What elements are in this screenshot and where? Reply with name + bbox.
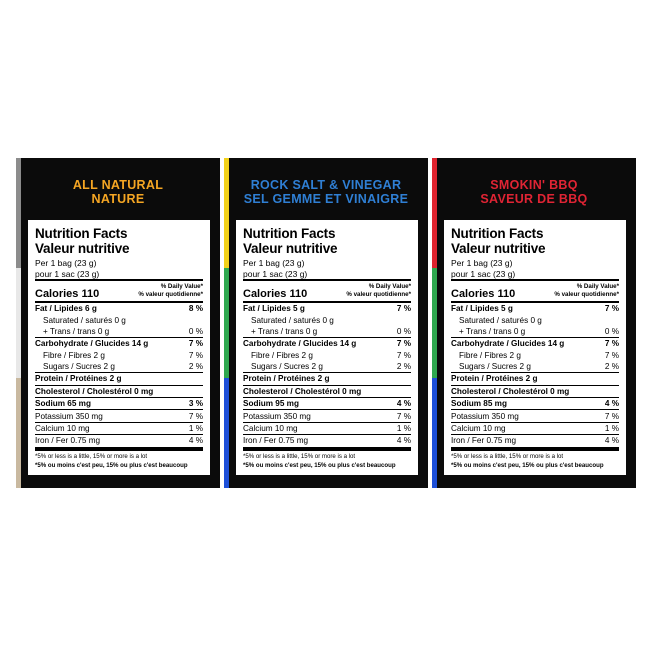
- nutrient-daily-value: 1 %: [169, 422, 203, 434]
- calories-row: [451, 281, 619, 301]
- daily-value-header-en: % Daily Value*: [160, 283, 203, 291]
- calories-label: Calories 110: [243, 287, 308, 300]
- color-stripe-segment: [16, 158, 21, 268]
- nutrient-label: Carbohydrate / Glucides 14 g: [451, 338, 585, 350]
- nutrition-title-en: Nutrition Facts: [451, 226, 544, 241]
- nutrition-panel: [224, 158, 428, 488]
- flavor-name-en: ROCK SALT & VINEGAR: [250, 178, 402, 192]
- color-stripe-segment: [432, 378, 437, 488]
- nutrient-row: [451, 361, 619, 373]
- serving-size: [243, 258, 411, 279]
- nutrition-panel: [432, 158, 636, 488]
- serving-size-en: Per 1 bag (23 g): [243, 258, 305, 269]
- nutrition-title-en: Nutrition Facts: [35, 226, 128, 241]
- nutrient-daily-value: 7 %: [188, 350, 203, 360]
- nutrient-daily-value: [169, 314, 203, 325]
- nutrient-row: [35, 410, 203, 422]
- nutrient-row: [451, 326, 619, 338]
- nutrient-label: Iron / Fer 0.75 mg: [35, 435, 169, 447]
- color-stripe-segment: [224, 158, 229, 268]
- nutrient-row: [451, 410, 619, 422]
- nutrient-daily-value: [585, 385, 619, 397]
- color-stripe: [16, 158, 21, 488]
- nutrient-daily-value: 7 %: [396, 350, 411, 360]
- nutrient-row: [243, 385, 411, 397]
- nutrient-label: Fibre / Fibres 2 g: [251, 350, 313, 360]
- daily-value-header: [138, 283, 203, 300]
- nutrient-row: [243, 397, 411, 409]
- nutrient-daily-value: 4 %: [377, 397, 411, 409]
- serving-size-fr: pour 1 sac (23 g): [243, 268, 308, 279]
- serving-size-en: Per 1 bag (23 g): [35, 258, 97, 269]
- footnote: [243, 447, 411, 469]
- nutrient-label: + Trans / trans 0 g: [251, 326, 318, 336]
- nutrient-row: [35, 435, 203, 447]
- nutrient-daily-value: 7 %: [604, 350, 619, 360]
- nutrient-daily-value: 7 %: [585, 338, 619, 350]
- color-stripe: [224, 158, 229, 488]
- footnote: [451, 447, 619, 469]
- nutrient-row: [451, 422, 619, 434]
- flavor-name-en: ALL NATURAL: [72, 178, 164, 192]
- nutrient-row: [35, 349, 203, 360]
- nutrient-row: [35, 302, 203, 314]
- nutrient-label: Protein / Protéines 2 g: [243, 373, 377, 385]
- nutrient-daily-value: 1 %: [585, 422, 619, 434]
- nutrient-daily-value: [377, 373, 411, 385]
- nutrient-label: Carbohydrate / Glucides 14 g: [35, 338, 169, 350]
- nutrient-label: Potassium 350 mg: [451, 410, 585, 422]
- nutrient-label: Potassium 350 mg: [35, 410, 169, 422]
- nutrient-daily-value: 8 %: [169, 302, 203, 314]
- calories-row: [243, 281, 411, 301]
- footnote-en: *5% or less is a little, 15% or more is a lot: [451, 453, 564, 461]
- footnote-fr: *5% ou moins c'est peu, 15% ou plus c'est beaucoup: [243, 461, 396, 469]
- nutrient-daily-value: 4 %: [169, 435, 203, 447]
- nutrient-daily-value: 2 %: [396, 362, 411, 372]
- daily-value-header: [554, 283, 619, 300]
- nutrient-row: [451, 397, 619, 409]
- nutrient-label: Potassium 350 mg: [243, 410, 377, 422]
- nutrient-row: [243, 373, 411, 385]
- nutrient-row: [451, 338, 619, 350]
- flavor-name-en: SMOKIN' BBQ: [490, 178, 578, 192]
- daily-value-header-fr: % valeur quotidienne*: [554, 291, 619, 299]
- nutrient-daily-value: 1 %: [377, 422, 411, 434]
- nutrient-label: Fat / Lipides 5 g: [243, 302, 377, 314]
- daily-value-header-en: % Daily Value*: [368, 283, 411, 291]
- nutrient-label: Protein / Protéines 2 g: [451, 373, 585, 385]
- nutrient-daily-value: 0 %: [188, 326, 203, 336]
- nutrient-rows: [451, 301, 619, 447]
- nutrition-facts-title: [451, 226, 619, 256]
- nutrient-daily-value: 7 %: [377, 410, 411, 422]
- color-stripe: [432, 158, 437, 488]
- nutrient-row: [35, 385, 203, 397]
- nutrient-daily-value: [169, 385, 203, 397]
- nutrient-label: Fibre / Fibres 2 g: [459, 350, 521, 360]
- nutrient-row: [243, 349, 411, 360]
- nutrient-row: [35, 422, 203, 434]
- nutrition-facts-table: [28, 220, 210, 475]
- nutrient-row: [451, 373, 619, 385]
- nutrient-row: [35, 314, 203, 325]
- flavor-heading: [16, 158, 220, 206]
- nutrient-label: Cholesterol / Cholestérol 0 mg: [35, 385, 169, 397]
- flavor-name-fr: SAVEUR DE BBQ: [480, 192, 588, 206]
- nutrition-facts-title: [35, 226, 203, 256]
- nutrient-label: Sugars / Sucres 2 g: [459, 362, 531, 372]
- nutrient-label: Saturated / saturés 0 g: [459, 315, 542, 325]
- nutrition-title-fr: Valeur nutritive: [243, 241, 338, 257]
- footnote-en: *5% or less is a little, 15% or more is a lot: [243, 453, 356, 461]
- serving-size-fr: pour 1 sac (23 g): [451, 268, 516, 279]
- footnote-fr: *5% ou moins c'est peu, 15% ou plus c'est beaucoup: [451, 461, 604, 469]
- color-stripe-segment: [224, 378, 229, 488]
- color-stripe-segment: [16, 268, 21, 378]
- serving-size: [35, 258, 203, 279]
- nutrient-row: [243, 314, 411, 325]
- nutrient-daily-value: 2 %: [604, 362, 619, 372]
- nutrient-daily-value: [377, 385, 411, 397]
- nutrient-daily-value: 7 %: [377, 338, 411, 350]
- daily-value-header-fr: % valeur quotidienne*: [138, 291, 203, 299]
- nutrient-daily-value: 0 %: [396, 326, 411, 336]
- flavor-heading: [224, 158, 428, 206]
- nutrient-daily-value: 3 %: [169, 397, 203, 409]
- nutrition-facts-title: [243, 226, 411, 256]
- nutrient-row: [243, 326, 411, 338]
- nutrient-label: Sodium 95 mg: [243, 397, 377, 409]
- flavor-name-fr: SEL GEMME ET VINAIGRE: [243, 192, 409, 206]
- nutrient-row: [35, 361, 203, 373]
- nutrient-row: [451, 349, 619, 360]
- color-stripe-segment: [16, 378, 21, 488]
- nutrient-label: Calcium 10 mg: [35, 422, 169, 434]
- nutrient-row: [243, 422, 411, 434]
- color-stripe-segment: [432, 268, 437, 378]
- nutrient-label: Carbohydrate / Glucides 14 g: [243, 338, 377, 350]
- nutrient-label: Iron / Fer 0.75 mg: [243, 435, 377, 447]
- nutrition-panels-row: [16, 158, 636, 488]
- nutrient-row: [243, 302, 411, 314]
- nutrient-label: Sugars / Sucres 2 g: [43, 362, 115, 372]
- nutrient-label: Cholesterol / Cholestérol 0 mg: [243, 385, 377, 397]
- nutrient-daily-value: 4 %: [585, 435, 619, 447]
- nutrient-daily-value: 2 %: [188, 362, 203, 372]
- serving-size: [451, 258, 619, 279]
- calories-label: Calories 110: [451, 287, 516, 300]
- flavor-name-fr: NATURE: [91, 192, 145, 206]
- nutrient-label: + Trans / trans 0 g: [459, 326, 526, 336]
- nutrient-label: Sodium 65 mg: [35, 397, 169, 409]
- daily-value-header: [346, 283, 411, 300]
- nutrient-row: [451, 435, 619, 447]
- nutrient-daily-value: 7 %: [585, 410, 619, 422]
- nutrition-title-fr: Valeur nutritive: [35, 241, 130, 257]
- nutrient-label: Calcium 10 mg: [451, 422, 585, 434]
- nutrient-row: [243, 410, 411, 422]
- nutrient-daily-value: [585, 373, 619, 385]
- nutrient-daily-value: 7 %: [169, 410, 203, 422]
- nutrient-row: [35, 397, 203, 409]
- nutrition-title-en: Nutrition Facts: [243, 226, 336, 241]
- nutrient-row: [451, 302, 619, 314]
- nutrient-daily-value: 7 %: [585, 302, 619, 314]
- nutrient-label: Calcium 10 mg: [243, 422, 377, 434]
- nutrient-daily-value: 4 %: [585, 397, 619, 409]
- nutrient-daily-value: [377, 314, 411, 325]
- nutrient-daily-value: 7 %: [377, 302, 411, 314]
- nutrient-row: [35, 338, 203, 350]
- color-stripe-segment: [432, 158, 437, 268]
- nutrient-row: [35, 326, 203, 338]
- footnote-en: *5% or less is a little, 15% or more is a lot: [35, 453, 148, 461]
- nutrient-label: Sugars / Sucres 2 g: [251, 362, 323, 372]
- nutrient-label: Fibre / Fibres 2 g: [43, 350, 105, 360]
- calories-row: [35, 281, 203, 301]
- nutrition-panel: [16, 158, 220, 488]
- nutrient-daily-value: [585, 314, 619, 325]
- nutrient-daily-value: 7 %: [169, 338, 203, 350]
- footnote: [35, 447, 203, 469]
- color-stripe-segment: [224, 268, 229, 378]
- nutrition-facts-table: [236, 220, 418, 475]
- nutrient-label: Fat / Lipides 6 g: [35, 302, 169, 314]
- nutrient-label: Iron / Fer 0.75 mg: [451, 435, 585, 447]
- nutrient-row: [451, 385, 619, 397]
- nutrient-daily-value: 0 %: [604, 326, 619, 336]
- nutrient-label: Sodium 85 mg: [451, 397, 585, 409]
- daily-value-header-fr: % valeur quotidienne*: [346, 291, 411, 299]
- nutrient-rows: [243, 301, 411, 447]
- nutrient-label: Saturated / saturés 0 g: [43, 315, 126, 325]
- footnote-fr: *5% ou moins c'est peu, 15% ou plus c'est beaucoup: [35, 461, 188, 469]
- calories-label: Calories 110: [35, 287, 100, 300]
- nutrient-label: Fat / Lipides 5 g: [451, 302, 585, 314]
- nutrient-label: Saturated / saturés 0 g: [251, 315, 334, 325]
- nutrient-label: + Trans / trans 0 g: [43, 326, 110, 336]
- nutrition-title-fr: Valeur nutritive: [451, 241, 546, 257]
- serving-size-en: Per 1 bag (23 g): [451, 258, 513, 269]
- nutrient-daily-value: [169, 373, 203, 385]
- nutrient-label: Protein / Protéines 2 g: [35, 373, 169, 385]
- nutrient-row: [243, 338, 411, 350]
- nutrient-row: [451, 314, 619, 325]
- nutrient-label: Cholesterol / Cholestérol 0 mg: [451, 385, 585, 397]
- nutrition-facts-table: [444, 220, 626, 475]
- nutrient-row: [35, 373, 203, 385]
- nutrient-rows: [35, 301, 203, 447]
- nutrient-row: [243, 435, 411, 447]
- daily-value-header-en: % Daily Value*: [576, 283, 619, 291]
- serving-size-fr: pour 1 sac (23 g): [35, 268, 100, 279]
- nutrient-row: [243, 361, 411, 373]
- nutrient-daily-value: 4 %: [377, 435, 411, 447]
- flavor-heading: [432, 158, 636, 206]
